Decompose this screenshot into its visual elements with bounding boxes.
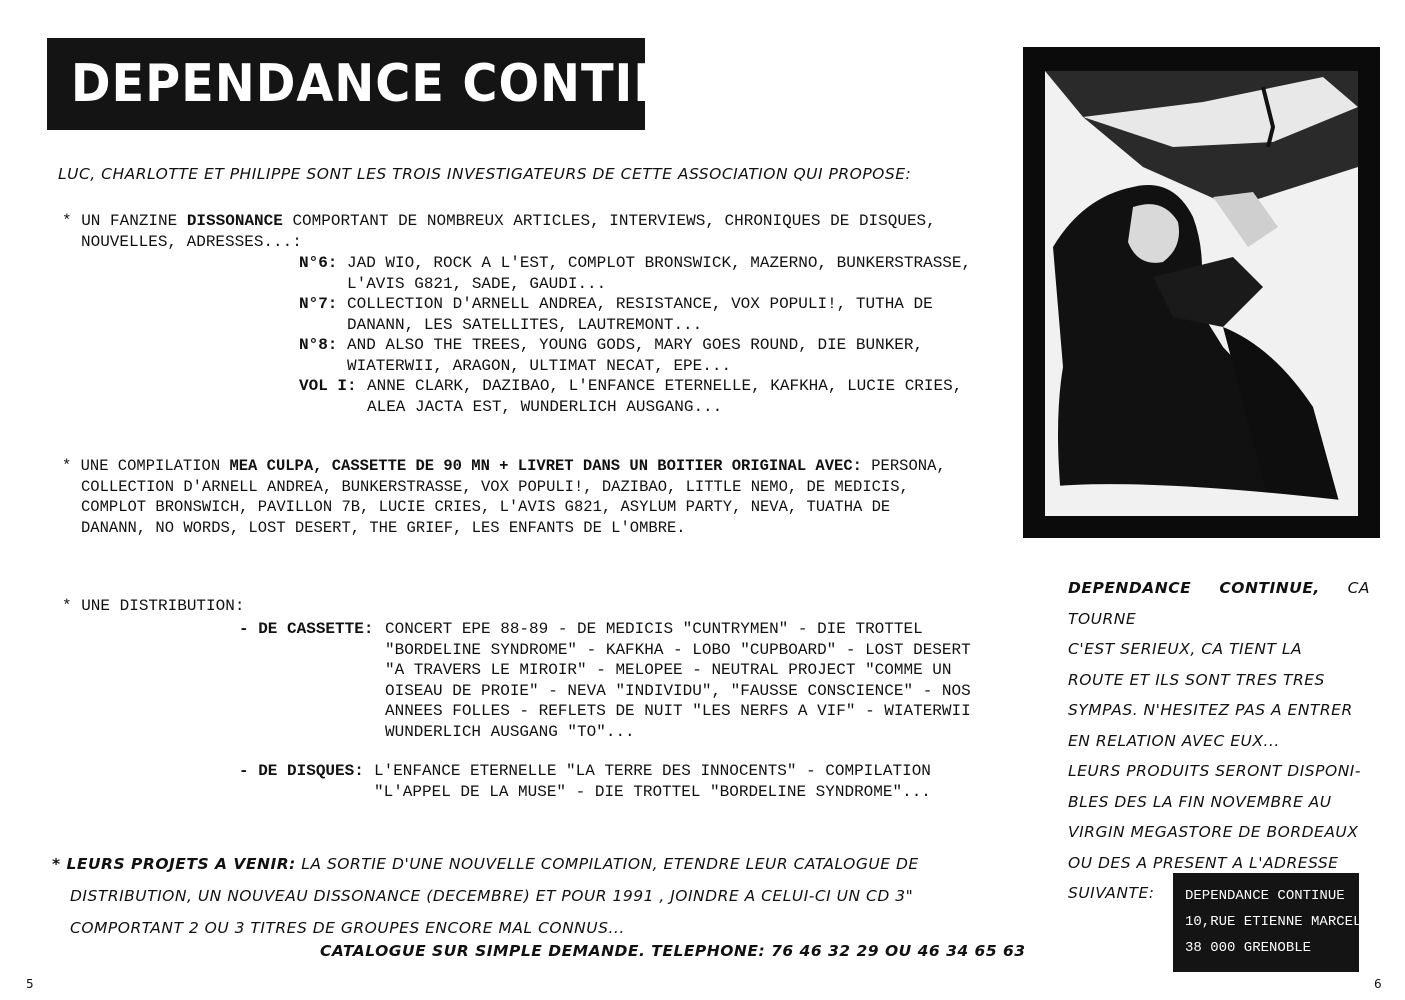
issue-line: ANNE CLARK, DAZIBAO, L'ENFANCE ETERNELLE, KAFKHA, LUCIE CRIES, [367,377,963,395]
sidebar-line: ROUTE ET ILS SONT TRES TRES [1068,670,1325,689]
page-number-right: 6 [1374,977,1382,991]
compilation-first-artist: PERSONA, [861,457,946,475]
issue-list [299,253,971,417]
projects-section [52,848,919,944]
cassette-line: OISEAU DE PROIE" - NEVA "INDIVIDU", "FAUSSE CONSCIENCE" - NOS [385,681,971,700]
issue-line: DANANN, LES SATELLITES, LAUTREMONT... [347,315,703,334]
sidebar-line: OU DES A PRESENT A L'ADRESSE [1068,853,1339,872]
compilation-line: DANANN, NO WORDS, LOST DESERT, THE GRIEF, LES ENFANTS DE L'OMBRE. [81,518,686,537]
address-box [1173,873,1362,972]
sidebar-line-1 [1068,573,1370,634]
disques-list [374,761,931,802]
compilation-line: COLLECTION D'ARNELL ANDREA, BUNKERSTRASSE, VOX POPULI!, DAZIBAO, LITTLE NEMO, DE MEDICIS, [81,477,909,496]
fanzine-line-1 [62,211,936,232]
issue-8 [299,335,971,376]
page-title: DEPENDANCE CONTINUE [47,38,645,130]
issue-number: VOL I: [299,377,357,395]
cassette-line: WUNDERLICH AUSGANG "TO"... [385,722,635,741]
cassette-line: "A TRAVERS LE MIROIR" - MELOPEE - NEUTRAL PROJECT "COMME UN [385,661,952,679]
sidebar-line: SYMPAS. N'HESITEZ PAS A ENTRER [1068,701,1353,719]
sidebar-line: C'EST SERIEUX, CA TIENT LA [1068,640,1303,658]
projects-line-3: COMPORTANT 2 OU 3 TITRES DE GROUPES ENCORE MAL CONNUS... [70,919,625,937]
fanzine-desc: COMPORTANT DE NOMBREUX ARTICLES, INTERVIEWS, CHRONIQUES DE DISQUES, [282,212,936,230]
sidebar-line: BLES DES LA FIN NOVEMBRE AU [1068,792,1332,811]
cassette-line: "BORDELINE SYNDROME" - KAFKHA - LOBO "CUPBOARD" - LOST DESERT [385,640,971,659]
photo-image [1023,47,1380,538]
sidebar-line: CA TOURNE [1068,579,1371,628]
issue-line: ALEA JACTA EST, WUNDERLICH AUSGANG... [367,397,723,416]
issue-line: AND ALSO THE TREES, YOUNG GODS, MARY GOES ROUND, DIE BUNKER, [347,336,924,354]
compilation-line-1 [62,456,946,477]
sidebar-line: EN RELATION AVEC EUX... [1068,731,1280,750]
projects-text: LA SORTIE D'UNE NOUVELLE COMPILATION, ETENDRE LEUR CATALOGUE DE [295,855,919,873]
cassette-list [385,619,971,742]
issue-number: N°6: [299,254,338,272]
projects-line-2: DISTRIBUTION, UN NOUVEAU DISSONANCE (DECEMBRE) ET POUR 1991 , JOINDRE A CELUI-CI UN CD 3" [70,887,914,905]
bullet-prefix: * UN FANZINE [62,212,187,230]
issue-vol-1 [299,376,971,417]
compilation-section [62,456,946,538]
issue-line: L'AVIS G821, SADE, GAUDI... [347,274,607,293]
fanzine-name: DISSONANCE [186,212,283,230]
issue-6 [299,253,971,294]
intro-text: LUC, CHARLOTTE ET PHILIPPE SONT LES TROIS INVESTIGATEURS DE CETTE ASSOCIATION QUI PROPOSE: [58,165,912,183]
sidebar-text [1068,573,1370,909]
issue-line: COLLECTION D'ARNELL ANDREA, RESISTANCE, VOX POPULI!, TUTHA DE [347,295,933,313]
projects-label: * LEURS PROJETS A VENIR: [52,855,296,873]
distribution-heading: * UNE DISTRIBUTION: [62,597,245,615]
sidebar-line: VIRGIN MEGASTORE DE BORDEAUX [1068,823,1359,841]
issue-line: WIATERWII, ARAGON, ULTIMAT NECAT, EPE... [347,356,732,375]
address-line: 10,RUE ETIENNE MARCEL [1185,914,1362,930]
disques-line: "L'APPEL DE LA MUSE" - DIE TROTTEL "BORDELINE SYNDROME"... [374,782,931,801]
disques-label: - DE DISQUES: [239,762,364,780]
projects-line-1 [52,848,919,880]
page-number-left: 5 [26,977,34,991]
sidebar-line: SUIVANTE: [1068,884,1155,902]
address-line: 38 000 GRENOBLE [1185,940,1312,956]
cassette-line: ANNEES FOLLES - REFLETS DE NUIT "LES NERFS A VIF" - WIATERWII [385,702,971,720]
catalogue-line: CATALOGUE SUR SIMPLE DEMANDE. TELEPHONE: 76 46 32 29 OU 46 34 65 63 [320,942,1026,960]
address-line: DEPENDANCE CONTINUE [1185,888,1345,904]
issue-line: JAD WIO, ROCK A L'EST, COMPLOT BRONSWICK, MAZERNO, BUNKERSTRASSE, [347,254,972,272]
fanzine-section [62,211,936,252]
bullet-prefix: * UNE COMPILATION [62,457,230,475]
issue-7 [299,294,971,335]
disques-line: L'ENFANCE ETERNELLE "LA TERRE DES INNOCENTS" - COMPILATION [374,762,931,780]
issue-number: N°8: [299,336,338,354]
band-photo [1023,47,1380,538]
compilation-line: COMPLOT BRONSWICH, PAVILLON 7B, LUCIE CRIES, L'AVIS G821, ASYLUM PARTY, NEVA, TUATHA DE [81,498,891,516]
fanzine-line-2: NOUVELLES, ADRESSES...: [81,232,302,251]
compilation-title: MEA CULPA, CASSETTE DE 90 MN + LIVRET DANS UN BOITIER ORIGINAL AVEC: [229,457,862,475]
issue-number: N°7: [299,295,338,313]
sidebar-line: LEURS PRODUITS SERONT DISPONI- [1068,762,1361,780]
cassette-label: - DE CASSETTE: [239,620,374,638]
cassette-line: CONCERT EPE 88-89 - DE MEDICIS "CUNTRYMEN" - DIE TROTTEL [385,620,923,638]
sidebar-brand: DEPENDANCE CONTINUE, [1068,579,1320,597]
